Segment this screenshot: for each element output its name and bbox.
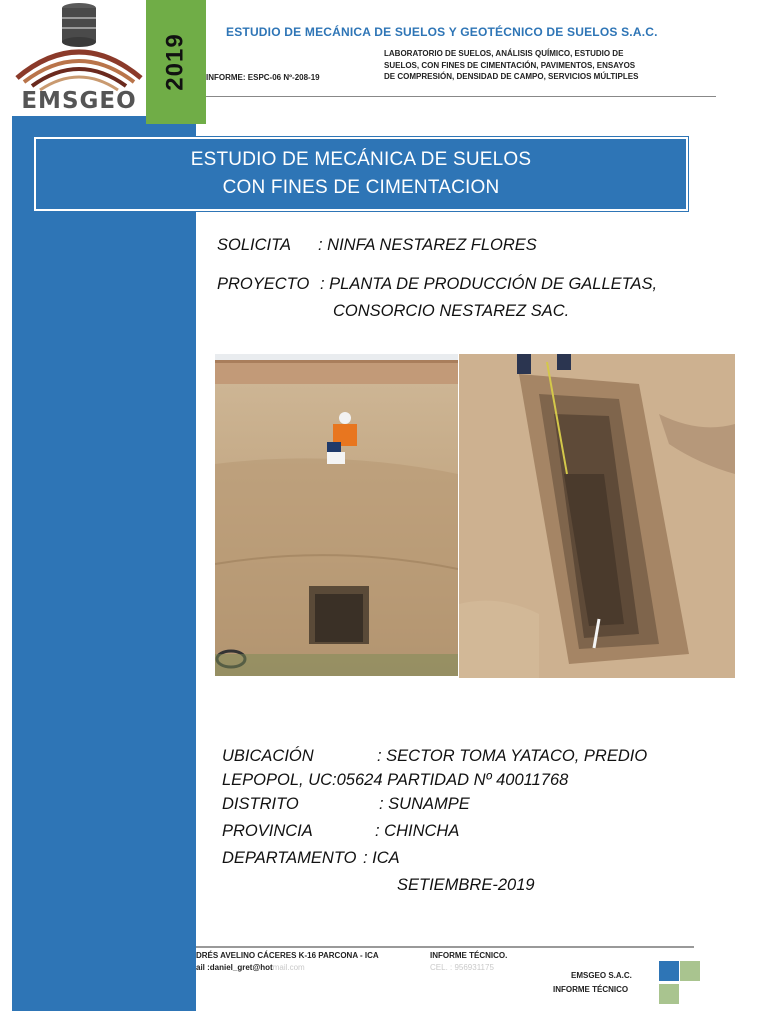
- informe-number: INFORME: ESPC-06 Nº-208-19: [206, 73, 320, 82]
- proyecto-value-continued: CONSORCIO NESTAREZ SAC.: [333, 302, 570, 320]
- proyecto-value: : PLANTA DE PRODUCCIÓN DE GALLETAS,: [320, 275, 658, 293]
- footer-company: EMSGEO S.A.C.: [571, 971, 632, 980]
- provincia-label: PROVINCIA: [222, 822, 313, 840]
- departamento-value: : ICA: [363, 849, 400, 867]
- lab-description-line: SUELOS, CON FINES DE CIMENTACIÓN, PAVIMENTOS, ENSAYOS: [384, 60, 636, 70]
- header-divider: [206, 96, 716, 97]
- footer-email-suffix: mail.com: [272, 963, 305, 972]
- site-photo-excavation: [459, 354, 735, 678]
- title-line-2: CON FINES DE CIMENTACION: [222, 177, 500, 198]
- year-label-wrap: [150, 26, 202, 98]
- provincia-value: : CHINCHA: [375, 822, 460, 840]
- lab-description-line: DE COMPRESIÓN, DENSIDAD DE CAMPO, SERVICIOS MÚLTIPLES: [384, 72, 639, 81]
- site-photo-overview: [215, 354, 458, 676]
- logo-text: EMSGEO: [21, 88, 137, 114]
- footer-square-blue: [659, 961, 679, 981]
- footer-cel: CEL. : 956931175: [430, 963, 494, 972]
- departamento-label: DEPARTAMENTO: [222, 849, 357, 867]
- solicita-value: : NINFA NESTAREZ FLORES: [318, 236, 537, 254]
- solicita-label: SOLICITA: [217, 236, 291, 254]
- footer-square-green: [680, 961, 700, 981]
- footer-report: INFORME TÉCNICO: [553, 985, 629, 994]
- proyecto-label: PROYECTO: [217, 275, 310, 293]
- ubicacion-value: : SECTOR TOMA YATACO, PREDIO: [377, 747, 648, 765]
- lab-description-line: LABORATORIO DE SUELOS, ANÁLISIS QUÍMICO, ESTUDIO DE: [384, 49, 624, 58]
- distrito-label: DISTRITO: [222, 795, 299, 813]
- company-title: ESTUDIO DE MECÁNICA DE SUELOS Y GEOTÉCNICO DE SUELOS S.A.C.: [226, 25, 658, 39]
- footer-square-green-lower: [659, 984, 679, 1004]
- company-logo: [12, 0, 146, 116]
- footer-divider: [196, 946, 694, 948]
- ubicacion-value-continued: LEPOPOL, UC:05624 PARTIDAD Nº 40011768: [222, 771, 569, 789]
- title-banner: [34, 137, 688, 211]
- footer-email: [196, 963, 305, 972]
- sidebar-accent: [12, 115, 196, 1011]
- title-line-1: ESTUDIO DE MECÁNICA DE SUELOS: [190, 149, 532, 170]
- year-label: 2019: [162, 33, 190, 91]
- footer-informe-tecnico: INFORME TÉCNICO.: [430, 951, 508, 960]
- lab-description: [384, 48, 674, 83]
- distrito-value: : SUNAMPE: [379, 795, 470, 813]
- footer-email-prefix: ail :daniel_gret@hot: [196, 963, 273, 972]
- report-date: SETIEMBRE-2019: [397, 876, 535, 894]
- footer-address: DRÉS AVELINO CÁCERES K-16 PARCONA - ICA: [196, 951, 379, 960]
- ubicacion-label: UBICACIÓN: [222, 747, 314, 765]
